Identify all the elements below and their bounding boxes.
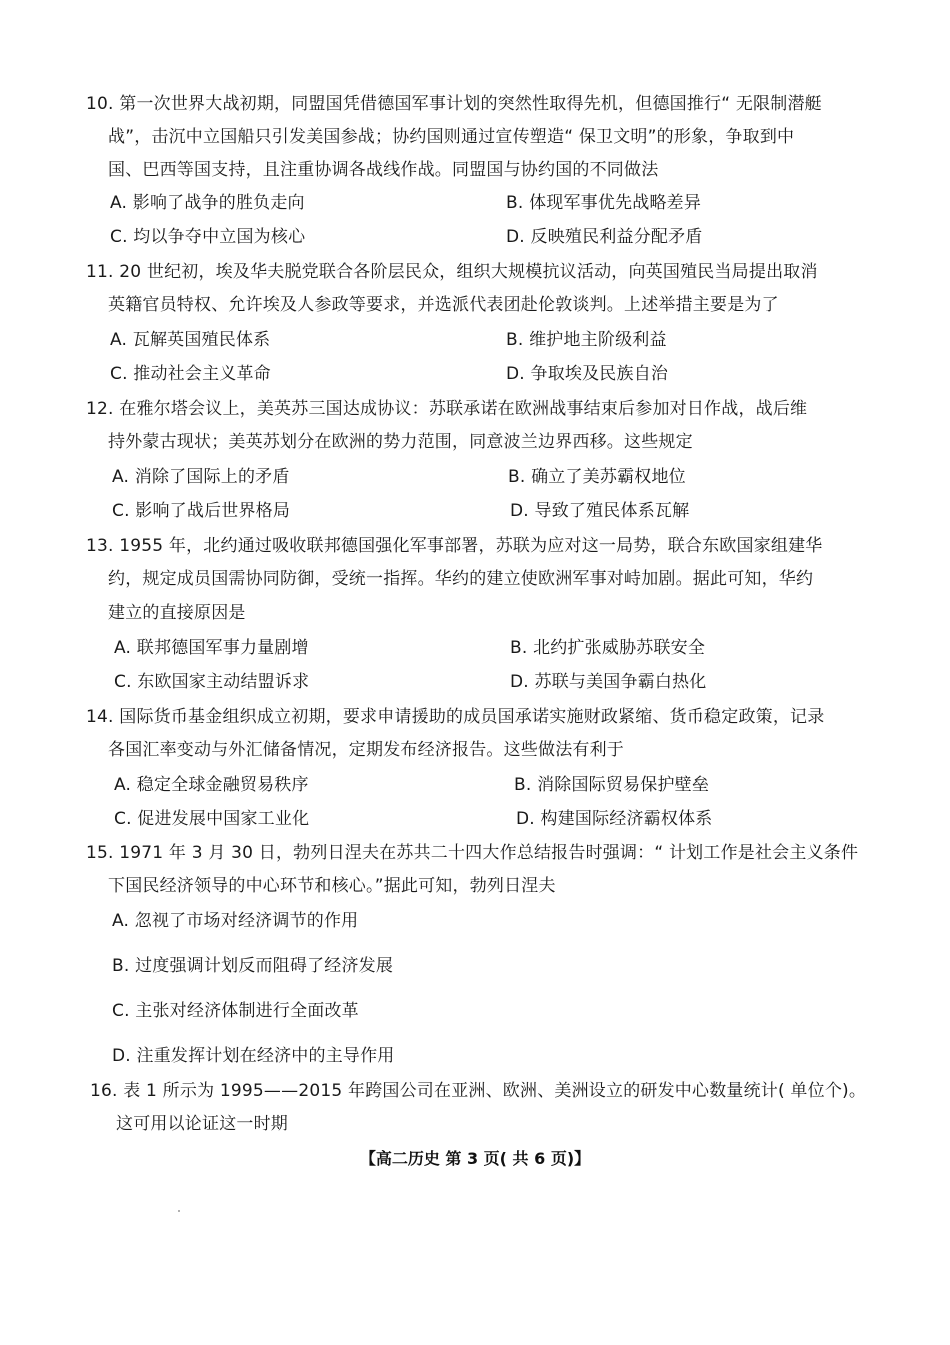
q13-option-a: A. 联邦德国军事力量剧增 xyxy=(114,638,309,658)
q13-stem-line-3: 建立的直接原因是 xyxy=(108,603,246,623)
q10-option-d: D. 反映殖民利益分配矛盾 xyxy=(506,227,703,247)
q11-stem-line-2: 英籍官员特权、允许埃及人参政等要求，并选派代表团赴伦敦谈判。上述举措主要是为了 xyxy=(108,295,779,315)
q14-option-d: D. 构建国际经济霸权体系 xyxy=(516,809,713,829)
q15-option-c: C. 主张对经济体制进行全面改革 xyxy=(112,1001,359,1021)
q16-stem-line-2: 这可用以论证这一时期 xyxy=(116,1114,288,1134)
q11-option-d: D. 争取埃及民族自治 xyxy=(506,364,669,384)
q12-stem-line-2: 持外蒙古现状；美英苏划分在欧洲的势力范围，同意波兰边界西移。这些规定 xyxy=(108,432,693,452)
q10-option-b: B. 体现军事优先战略差异 xyxy=(506,193,702,213)
q13-option-c: C. 东欧国家主动结盟诉求 xyxy=(114,672,310,692)
q15-stem-line-2: 下国民经济领导的中心环节和核心。”据此可知，勃列日涅夫 xyxy=(108,876,556,896)
q14-stem-line-1: 14. 国际货币基金组织成立初期，要求申请援助的成员国承诺实施财政紧缩、货币稳定政策，记录 xyxy=(86,707,825,727)
q10-stem-line-1: 10. 第一次世界大战初期，同盟国凭借德国军事计划的突然性取得先机，但德国推行“ 无限制潜艇 xyxy=(86,94,822,114)
q15-option-d: D. 注重发挥计划在经济中的主导作用 xyxy=(112,1046,395,1066)
q14-option-b: B. 消除国际贸易保护壁垒 xyxy=(514,775,710,795)
scan-speck xyxy=(178,1210,180,1212)
q10-option-a: A. 影响了战争的胜负走向 xyxy=(110,193,305,213)
q13-stem-line-2: 约，规定成员国需协同防御，受统一指挥。华约的建立使欧洲军事对峙加剧。据此可知，华约 xyxy=(108,569,814,589)
q12-option-a: A. 消除了国际上的矛盾 xyxy=(112,467,290,487)
q12-stem-line-1: 12. 在雅尔塔会议上，美英苏三国达成协议：苏联承诺在欧洲战事结束后参加对日作战，战后维 xyxy=(86,399,808,419)
q11-option-b: B. 维护地主阶级利益 xyxy=(506,330,667,350)
q15-stem-line-1: 15. 1971 年 3 月 30 日，勃列日涅夫在苏共二十四大作总结报告时强调：“ 计划工作是社会主义条件 xyxy=(86,843,859,863)
q11-stem-line-1: 11. 20 世纪初，埃及华夫脱党联合各阶层民众，组织大规模抗议活动，向英国殖民当局提出取消 xyxy=(86,262,818,282)
q11-option-a: A. 瓦解英国殖民体系 xyxy=(110,330,271,350)
q13-stem-line-1: 13. 1955 年，北约通过吸收联邦德国强化军事部署，苏联为应对这一局势，联合东欧国家组建华 xyxy=(86,536,823,556)
q11-option-c: C. 推动社会主义革命 xyxy=(110,364,271,384)
q14-option-c: C. 促进发展中国家工业化 xyxy=(114,809,310,829)
q14-option-a: A. 稳定全球金融贸易秩序 xyxy=(114,775,309,795)
q10-stem-line-3: 国、巴西等国支持，且注重协调各战线作战。同盟国与协约国的不同做法 xyxy=(108,160,659,180)
q12-option-c: C. 影响了战后世界格局 xyxy=(112,501,291,521)
q13-option-b: B. 北约扩张威胁苏联安全 xyxy=(510,638,706,658)
q13-option-d: D. 苏联与美国争霸白热化 xyxy=(510,672,707,692)
q14-stem-line-2: 各国汇率变动与外汇储备情况，定期发布经济报告。这些做法有利于 xyxy=(108,740,624,760)
page-footer: 【高二历史 第 3 页( 共 6 页)】 xyxy=(359,1149,591,1168)
q12-option-b: B. 确立了美苏霸权地位 xyxy=(508,467,686,487)
q15-option-a: A. 忽视了市场对经济调节的作用 xyxy=(112,911,359,931)
q16-stem-line-1: 16. 表 1 所示为 1995——2015 年跨国公司在亚洲、欧洲、美洲设立的研发中心数量统计( 单位个)。 xyxy=(90,1081,867,1101)
q12-option-d: D. 导致了殖民体系瓦解 xyxy=(510,501,690,521)
q10-option-c: C. 均以争夺中立国为核心 xyxy=(110,227,306,247)
q15-option-b: B. 过度强调计划反而阻碍了经济发展 xyxy=(112,956,394,976)
q10-stem-line-2: 战”，击沉中立国船只引发美国参战；协约国则通过宣传塑造“ 保卫文明”的形象，争取到中 xyxy=(108,127,795,147)
